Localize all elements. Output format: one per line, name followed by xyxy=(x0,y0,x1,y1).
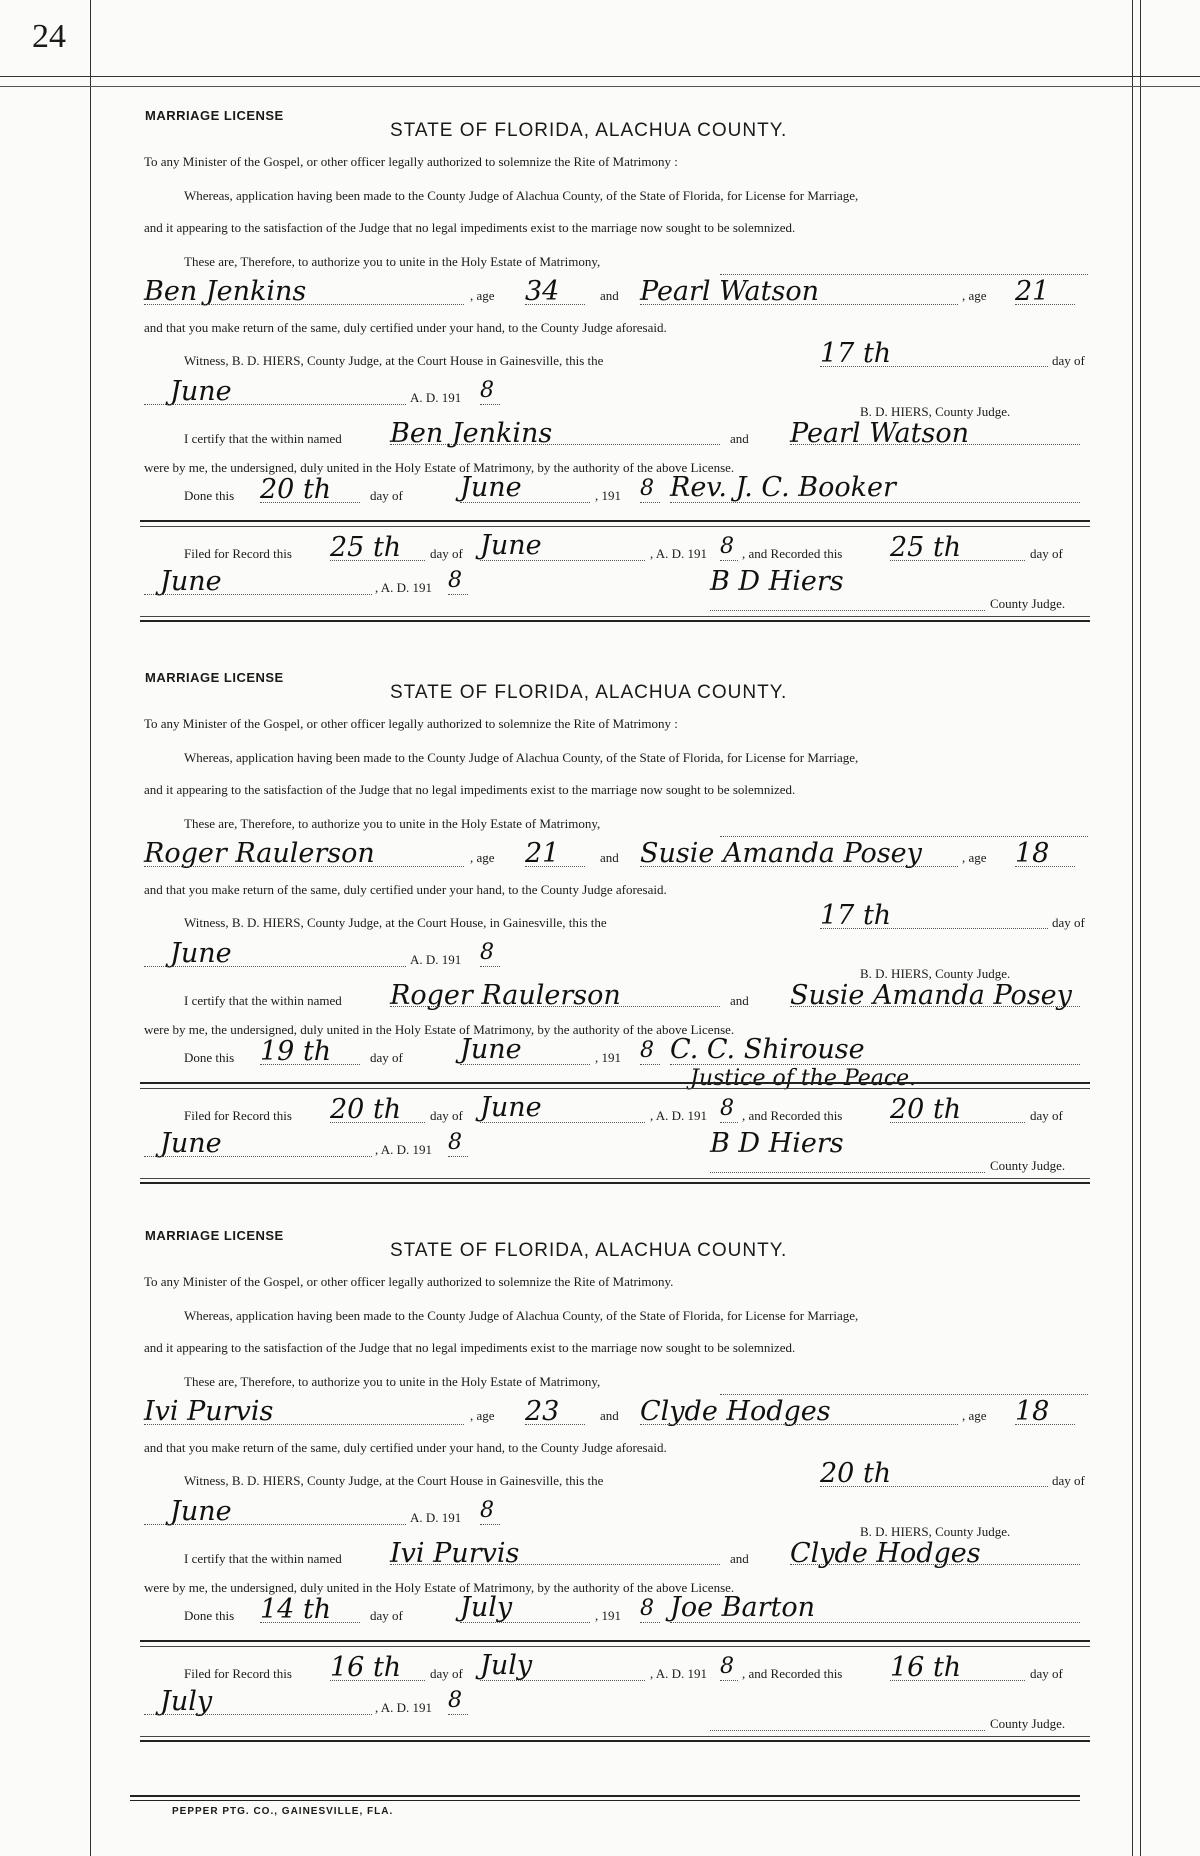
appearing-text: and it appearing to the satisfaction of the Judge that no legal impediments exist to the marriage now sought to be solemnized. xyxy=(144,782,796,797)
section-rule xyxy=(140,1646,1090,1647)
section-rule xyxy=(140,1182,1090,1184)
age-label-2: , age xyxy=(962,1408,987,1423)
ad-label-1: A. D. 191 xyxy=(410,1510,462,1525)
day-of-label-4: day of xyxy=(1030,1108,1063,1123)
certify-text: I certify that the within named xyxy=(184,1551,342,1566)
done-year: 8 xyxy=(640,1038,654,1063)
day-of-label-4: day of xyxy=(1030,1666,1063,1681)
witness-month: June xyxy=(170,376,232,407)
these-are-text: These are, Therefore, to authorize you to unite in the Holy Estate of Matrimony, xyxy=(184,254,601,269)
appearing-text: and it appearing to the satisfaction of the Judge that no legal impediments exist to the marriage now sought to be solemnized. xyxy=(144,220,796,235)
fill-in-line xyxy=(525,866,585,867)
filed-label: Filed for Record this xyxy=(184,1108,292,1123)
footer-rule-2 xyxy=(130,1800,1080,1801)
done-day: 20 th xyxy=(260,474,332,505)
fill-in-line xyxy=(640,304,958,305)
fill-in-line xyxy=(390,444,720,445)
certify-bride: Pearl Watson xyxy=(790,418,970,449)
section-rule xyxy=(140,520,1090,522)
fill-in-line xyxy=(890,1122,1025,1123)
section-rule xyxy=(140,620,1090,622)
certify-text: I certify that the within named xyxy=(184,431,342,446)
filed-day: 20 th xyxy=(330,1094,402,1125)
fill-in-line xyxy=(525,304,585,305)
license-label: MARRIAGE LICENSE xyxy=(145,108,284,123)
done-month: June xyxy=(460,472,522,503)
fill-in-line xyxy=(330,1122,425,1123)
certify-groom: Ben Jenkins xyxy=(390,418,553,449)
recorded-month: June xyxy=(160,1128,222,1159)
fill-in-line xyxy=(720,560,738,561)
section-rule xyxy=(140,1178,1090,1179)
bride-name: Susie Amanda Posey xyxy=(640,838,922,869)
whereas-text: Whereas, application having been made to the County Judge of Alachua County, of the State of Florida, for License for Marriage, xyxy=(184,188,859,203)
done-day: 19 th xyxy=(260,1036,332,1067)
fill-in-line xyxy=(720,1394,1088,1395)
state-title: STATE OF FLORIDA, ALACHUA COUNTY. xyxy=(390,120,788,141)
section-rule xyxy=(140,1082,1090,1084)
to-any-minister: To any Minister of the Gospel, or other officer legally authorized to solemnize the Rite of Matrimony. xyxy=(144,1274,674,1289)
recorded-day: 25 th xyxy=(890,532,962,563)
fill-in-line xyxy=(144,1524,406,1525)
fill-in-line xyxy=(480,1524,500,1525)
fill-in-line xyxy=(260,1064,360,1065)
section-rule xyxy=(140,1088,1090,1089)
fill-in-line xyxy=(480,404,500,405)
page-number: 24 xyxy=(32,18,66,55)
certify-bride: Clyde Hodges xyxy=(790,1538,981,1569)
state-title: STATE OF FLORIDA, ALACHUA COUNTY. xyxy=(390,1240,788,1261)
bride-age: 18 xyxy=(1015,838,1050,869)
age-label-1: , age xyxy=(470,288,495,303)
age-label-1: , age xyxy=(470,1408,495,1423)
and-label-1: and xyxy=(600,288,619,303)
fill-in-line xyxy=(460,502,590,503)
fill-in-line xyxy=(144,1714,372,1715)
fill-in-line xyxy=(670,1064,1080,1065)
fill-in-line xyxy=(144,594,372,595)
done-month: June xyxy=(460,1034,522,1065)
day-of-label-1: day of xyxy=(1052,353,1085,368)
done-year: 8 xyxy=(640,476,654,501)
and-label-1: and xyxy=(600,1408,619,1423)
fill-in-line xyxy=(710,1730,985,1731)
fill-in-line xyxy=(790,1564,1080,1565)
fill-in-line xyxy=(720,1122,738,1123)
recorded-day: 20 th xyxy=(890,1094,962,1125)
fill-in-line xyxy=(1015,1424,1075,1425)
and-label-2: and xyxy=(730,993,749,1008)
groom-age: 23 xyxy=(525,1396,560,1427)
witness-year: 8 xyxy=(480,1498,494,1523)
county-judge-sig: B. D. HIERS, County Judge. xyxy=(860,1524,1011,1539)
were-by-me-text: were by me, the undersigned, duly united in the Holy Estate of Matrimony, by the authority of the above License. xyxy=(144,1580,735,1595)
fill-in-line xyxy=(480,1680,645,1681)
ad-label-2: , A. D. 191 xyxy=(650,1108,708,1123)
day-of-label-1: day of xyxy=(1052,915,1085,930)
officiant-title: Justice of the Peace. xyxy=(690,1066,917,1091)
ad-label-2: , A. D. 191 xyxy=(650,546,708,561)
witness-year: 8 xyxy=(480,378,494,403)
fill-in-line xyxy=(144,966,406,967)
to-any-minister: To any Minister of the Gospel, or other officer legally authorized to solemnize the Rite of Matrimony : xyxy=(144,154,678,169)
recorded-year: 8 xyxy=(448,568,462,593)
groom-name: Ben Jenkins xyxy=(144,276,307,307)
header-rule-2 xyxy=(0,86,1200,87)
recorded-day: 16 th xyxy=(890,1652,962,1683)
license-label: MARRIAGE LICENSE xyxy=(145,670,284,685)
county-judge-label: County Judge. xyxy=(990,1158,1066,1173)
filed-month: June xyxy=(480,530,542,561)
certify-bride: Susie Amanda Posey xyxy=(790,980,1072,1011)
day-of-label-2: day of xyxy=(370,488,403,503)
county-judge-sig: B. D. HIERS, County Judge. xyxy=(860,404,1011,419)
recorded-year: 8 xyxy=(448,1688,462,1713)
fill-in-line xyxy=(890,560,1025,561)
ad-label-2: , A. D. 191 xyxy=(650,1666,708,1681)
return-text: and that you make return of the same, duly certified under your hand, to the County Judge aforesaid. xyxy=(144,320,667,335)
age-label-1: , age xyxy=(470,850,495,865)
filed-year: 8 xyxy=(720,1654,734,1679)
license-label: MARRIAGE LICENSE xyxy=(145,1228,284,1243)
fill-in-line xyxy=(710,610,985,611)
fill-in-line xyxy=(640,1622,660,1623)
fill-in-line xyxy=(390,1564,720,1565)
ad-label-3: , A. D. 191 xyxy=(375,1142,433,1157)
recorded-month: June xyxy=(160,566,222,597)
fill-in-line xyxy=(390,1006,720,1007)
witness-month: June xyxy=(170,938,232,969)
fill-in-line xyxy=(144,404,406,405)
filed-label: Filed for Record this xyxy=(184,1666,292,1681)
filed-day: 16 th xyxy=(330,1652,402,1683)
filed-year: 8 xyxy=(720,1096,734,1121)
bride-age: 21 xyxy=(1015,276,1050,307)
were-by-me-text: were by me, the undersigned, duly united in the Holy Estate of Matrimony, by the authority of the above License. xyxy=(144,1022,735,1037)
witness-day: 17 th xyxy=(820,900,892,931)
officiant-name: Joe Barton xyxy=(670,1592,815,1623)
judge-signature: B D Hiers xyxy=(710,1128,844,1159)
fill-in-line xyxy=(670,502,1080,503)
state-title: STATE OF FLORIDA, ALACHUA COUNTY. xyxy=(390,682,788,703)
day-of-label-2: day of xyxy=(370,1050,403,1065)
filed-month: June xyxy=(480,1092,542,1123)
groom-name: Roger Raulerson xyxy=(144,838,375,869)
fill-in-line xyxy=(820,928,1048,929)
return-text: and that you make return of the same, duly certified under your hand, to the County Judge aforesaid. xyxy=(144,1440,667,1455)
witness-text: Witness, B. D. HIERS, County Judge, at the Court House in Gainesville, this the xyxy=(184,353,604,368)
witness-day: 17 th xyxy=(820,338,892,369)
section-rule xyxy=(140,1640,1090,1642)
fill-in-line xyxy=(330,560,425,561)
witness-year: 8 xyxy=(480,940,494,965)
bride-name: Pearl Watson xyxy=(640,276,820,307)
recorded-month: July xyxy=(160,1686,213,1717)
and-label-2: and xyxy=(730,431,749,446)
fill-in-line xyxy=(460,1064,590,1065)
age-label-2: , age xyxy=(962,288,987,303)
filed-year: 8 xyxy=(720,534,734,559)
certify-text: I certify that the within named xyxy=(184,993,342,1008)
year-label-1: , 191 xyxy=(595,1050,621,1065)
fill-in-line xyxy=(1015,304,1075,305)
fill-in-line xyxy=(460,1622,590,1623)
fill-in-line xyxy=(448,1156,468,1157)
section-rule xyxy=(140,526,1090,527)
and-label-1: and xyxy=(600,850,619,865)
section-rule xyxy=(140,616,1090,617)
day-of-label-3: day of xyxy=(430,1108,463,1123)
certify-groom: Ivi Purvis xyxy=(390,1538,520,1569)
groom-age: 34 xyxy=(525,276,560,307)
fill-in-line xyxy=(710,1172,985,1173)
fill-in-line xyxy=(525,1424,585,1425)
whereas-text: Whereas, application having been made to the County Judge of Alachua County, of the State of Florida, for License for Marriage, xyxy=(184,1308,859,1323)
done-this-label: Done this xyxy=(184,1050,235,1065)
appearing-text: and it appearing to the satisfaction of the Judge that no legal impediments exist to the marriage now sought to be solemnized. xyxy=(144,1340,796,1355)
recorded-label: , and Recorded this xyxy=(742,1666,843,1681)
fill-in-line xyxy=(144,1424,464,1425)
margin-rule-right xyxy=(1132,0,1133,1856)
margin-rule-right-2 xyxy=(1140,0,1141,1856)
county-judge-label: County Judge. xyxy=(990,1716,1066,1731)
recorded-year: 8 xyxy=(448,1130,462,1155)
ad-label-1: A. D. 191 xyxy=(410,952,462,967)
recorded-label: , and Recorded this xyxy=(742,546,843,561)
fill-in-line xyxy=(720,836,1088,837)
filed-day: 25 th xyxy=(330,532,402,563)
fill-in-line xyxy=(480,560,645,561)
fill-in-line xyxy=(640,1064,660,1065)
fill-in-line xyxy=(448,1714,468,1715)
fill-in-line xyxy=(144,866,464,867)
witness-text: Witness, B. D. HIERS, County Judge, at the Court House in Gainesville, this the xyxy=(184,1473,604,1488)
fill-in-line xyxy=(670,1622,1080,1623)
fill-in-line xyxy=(820,1486,1048,1487)
fill-in-line xyxy=(480,966,500,967)
bride-age: 18 xyxy=(1015,1396,1050,1427)
fill-in-line xyxy=(144,304,464,305)
year-label-1: , 191 xyxy=(595,1608,621,1623)
fill-in-line xyxy=(890,1680,1025,1681)
were-by-me-text: were by me, the undersigned, duly united in the Holy Estate of Matrimony, by the authority of the above License. xyxy=(144,460,735,475)
witness-day: 20 th xyxy=(820,1458,892,1489)
fill-in-line xyxy=(640,1424,958,1425)
fill-in-line xyxy=(330,1680,425,1681)
fill-in-line xyxy=(640,866,958,867)
fill-in-line xyxy=(790,444,1080,445)
margin-rule-left xyxy=(90,0,91,1856)
groom-age: 21 xyxy=(525,838,560,869)
day-of-label-2: day of xyxy=(370,1608,403,1623)
day-of-label-1: day of xyxy=(1052,1473,1085,1488)
done-this-label: Done this xyxy=(184,1608,235,1623)
year-label-1: , 191 xyxy=(595,488,621,503)
section-rule xyxy=(140,1736,1090,1737)
fill-in-line xyxy=(448,594,468,595)
ad-label-3: , A. D. 191 xyxy=(375,1700,433,1715)
return-text: and that you make return of the same, duly certified under your hand, to the County Judge aforesaid. xyxy=(144,882,667,897)
fill-in-line xyxy=(260,502,360,503)
and-label-2: and xyxy=(730,1551,749,1566)
officiant-name: Rev. J. C. Booker xyxy=(670,472,896,503)
fill-in-line xyxy=(260,1622,360,1623)
age-label-2: , age xyxy=(962,850,987,865)
fill-in-line xyxy=(480,1122,645,1123)
fill-in-line xyxy=(144,1156,372,1157)
ad-label-1: A. D. 191 xyxy=(410,390,462,405)
witness-month: June xyxy=(170,1496,232,1527)
day-of-label-4: day of xyxy=(1030,546,1063,561)
fill-in-line xyxy=(1015,866,1075,867)
section-rule xyxy=(140,1740,1090,1742)
these-are-text: These are, Therefore, to authorize you to unite in the Holy Estate of Matrimony, xyxy=(184,1374,601,1389)
county-judge-sig: B. D. HIERS, County Judge. xyxy=(860,966,1011,981)
judge-signature: B D Hiers xyxy=(710,566,844,597)
fill-in-line xyxy=(720,274,1088,275)
done-year: 8 xyxy=(640,1596,654,1621)
printer-imprint: PEPPER PTG. CO., GAINESVILLE, FLA. xyxy=(172,1806,394,1817)
bride-name: Clyde Hodges xyxy=(640,1396,831,1427)
fill-in-line xyxy=(820,366,1048,367)
certify-groom: Roger Raulerson xyxy=(390,980,621,1011)
fill-in-line xyxy=(640,502,660,503)
ad-label-3: , A. D. 191 xyxy=(375,580,433,595)
these-are-text: These are, Therefore, to authorize you to unite in the Holy Estate of Matrimony, xyxy=(184,816,601,831)
done-day: 14 th xyxy=(260,1594,332,1625)
day-of-label-3: day of xyxy=(430,546,463,561)
header-rule xyxy=(0,76,1200,77)
fill-in-line xyxy=(790,1006,1080,1007)
to-any-minister: To any Minister of the Gospel, or other officer legally authorized to solemnize the Rite of Matrimony : xyxy=(144,716,678,731)
fill-in-line xyxy=(720,1680,738,1681)
county-judge-label: County Judge. xyxy=(990,596,1066,611)
done-this-label: Done this xyxy=(184,488,235,503)
footer-rule xyxy=(130,1795,1080,1797)
done-month: July xyxy=(460,1592,513,1623)
witness-text: Witness, B. D. HIERS, County Judge, at the Court House, in Gainesville, this the xyxy=(184,915,607,930)
recorded-label: , and Recorded this xyxy=(742,1108,843,1123)
groom-name: Ivi Purvis xyxy=(144,1396,274,1427)
filed-label: Filed for Record this xyxy=(184,546,292,561)
officiant-name: C. C. Shirouse xyxy=(670,1034,865,1065)
filed-month: July xyxy=(480,1650,533,1681)
day-of-label-3: day of xyxy=(430,1666,463,1681)
whereas-text: Whereas, application having been made to the County Judge of Alachua County, of the State of Florida, for License for Marriage, xyxy=(184,750,859,765)
